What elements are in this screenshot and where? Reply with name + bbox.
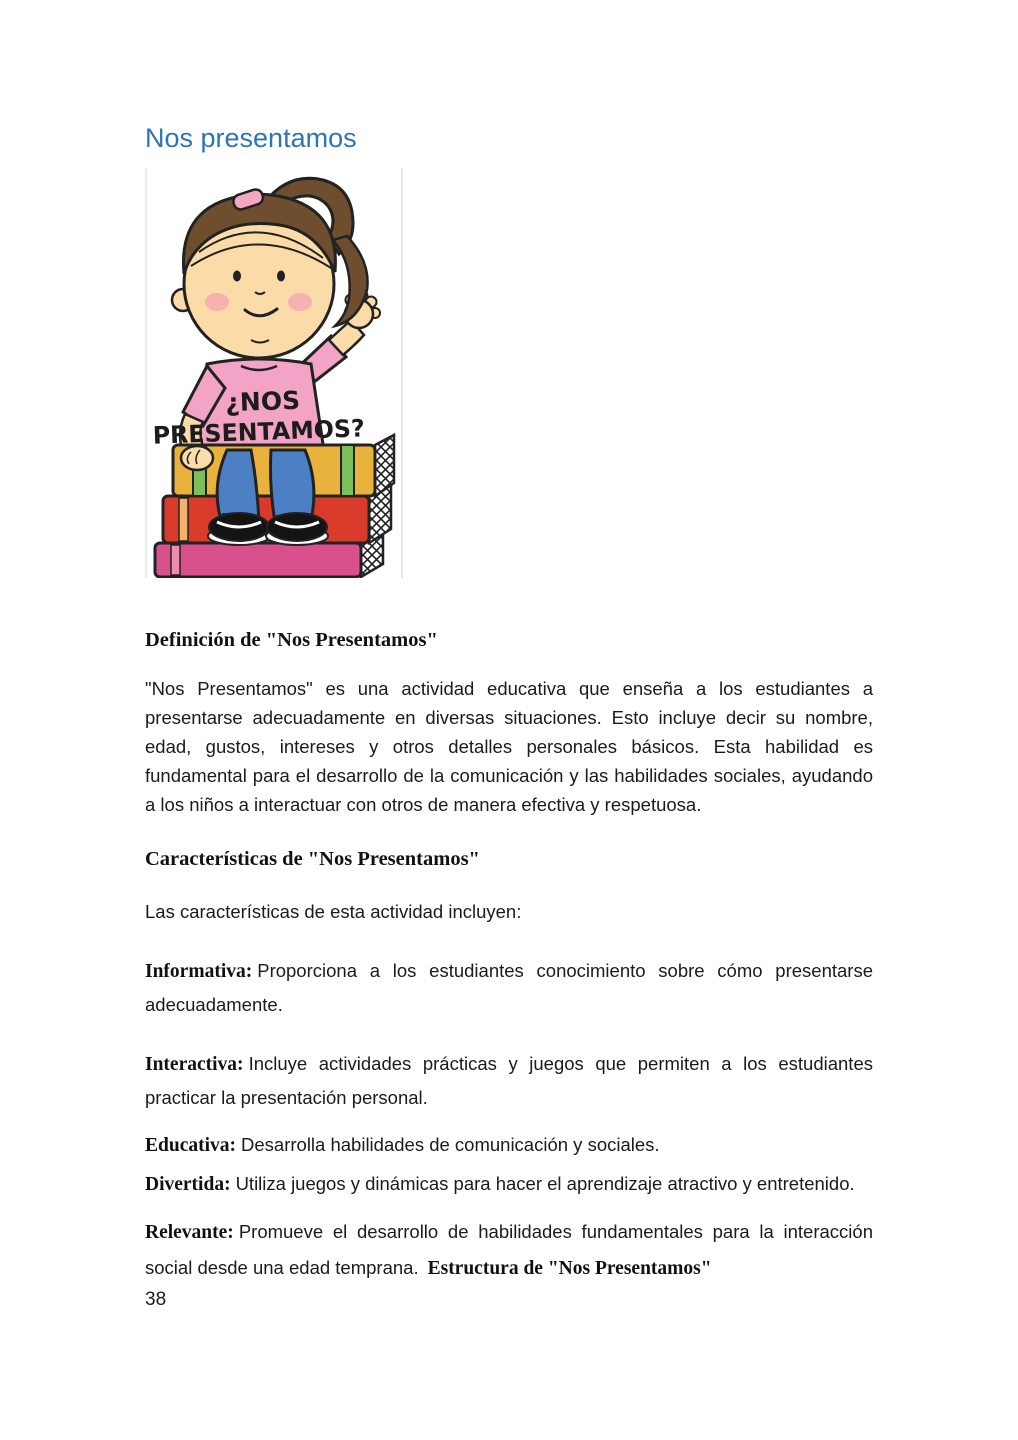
right-eye <box>277 271 285 282</box>
item-label: Educativa: <box>145 1135 237 1156</box>
characteristic-item-divertida <box>145 1167 873 1201</box>
blush <box>205 293 229 311</box>
shirt-text-line2: PRESENTAMOS? <box>152 414 368 450</box>
characteristic-item-relevante <box>145 1214 873 1286</box>
definition-paragraph: "Nos Presentamos" es una actividad educativa que enseña a los estudiantes a presentarse adecuadamente en diversas situaciones. Esto incluye decir su nombre, edad, gustos, intereses y otros detalles personales básicos. Esta habilidad es fundamental para el desarrollo de la comunicación y las habilidades sociales, ayudando a los niños a interactuar con otros de manera efectiva y respetuosa. <box>145 678 873 815</box>
characteristics-heading: Características de "Nos Presentamos" <box>145 848 480 870</box>
shirt-text-line1: ¿NOS <box>224 385 301 418</box>
blush <box>288 293 312 311</box>
item-label: Divertida: <box>145 1174 231 1195</box>
characteristic-item-informativa <box>145 954 873 1021</box>
definition-heading: Definición de "Nos Presentamos" <box>145 629 438 651</box>
item-text: Desarrolla habilidades de comunicación y sociales. <box>241 1134 660 1155</box>
item-label: Informativa: <box>145 961 253 982</box>
page-title: Nos presentamos <box>145 123 357 153</box>
item-text: Utiliza juegos y dinámicas para hacer el aprendizaje atractivo y entretenido. <box>235 1173 855 1194</box>
page-number: 38 <box>145 1289 167 1310</box>
left-shoe <box>208 513 270 545</box>
left-eye <box>233 271 241 282</box>
next-section-heading-inline: Estructura de "Nos Presentamos" <box>427 1258 712 1279</box>
left-leg <box>217 450 259 522</box>
girl-on-books-figure <box>145 168 403 578</box>
girl-on-books-illustration <box>147 168 401 578</box>
right-shoe <box>266 513 328 545</box>
characteristic-item-educativa <box>145 1128 873 1162</box>
item-label: Relevante: <box>145 1222 234 1243</box>
item-text: Proporciona a los estudiantes conocimiento sobre cómo presentarse adecuadamente. <box>145 960 873 1015</box>
characteristic-item-interactiva <box>145 1047 873 1114</box>
resting-hand <box>181 446 213 470</box>
right-leg <box>271 450 314 522</box>
item-label: Interactiva: <box>145 1054 244 1075</box>
item-text: Promueve el desarrollo de habilidades fundamentales para la interacción social desde una edad temprana. <box>145 1221 873 1278</box>
characteristics-intro: Las características de esta actividad incluyen: <box>145 901 522 922</box>
item-text: Incluye actividades prácticas y juegos que permiten a los estudiantes practicar la presentación personal. <box>145 1053 873 1108</box>
